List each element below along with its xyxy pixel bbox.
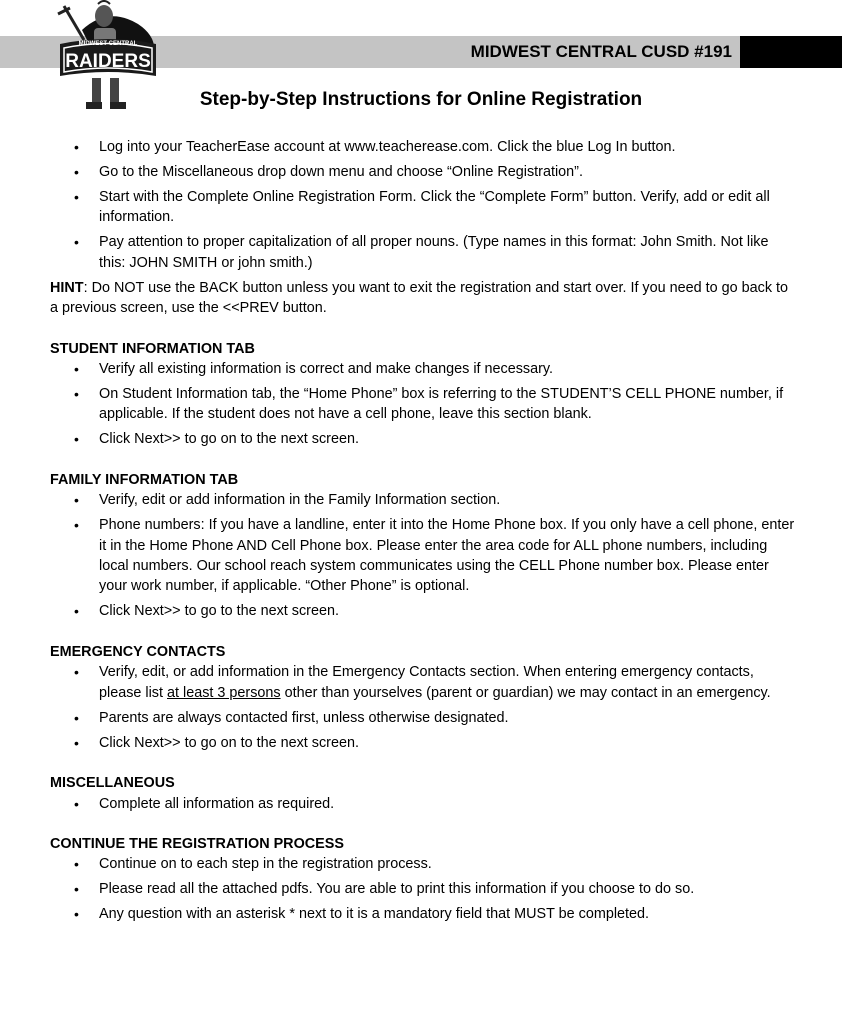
section-title-student: STUDENT INFORMATION TAB	[50, 340, 255, 357]
section-title-misc: MISCELLANEOUS	[50, 775, 175, 792]
hint-label: HINT	[50, 279, 84, 296]
list-item: • Please read all the attached pdfs. You are able to print this information if you choose to do so.	[50, 879, 795, 899]
section-title-emergency: EMERGENCY CONTACTS	[50, 643, 226, 660]
list-item: • Click Next>> to go on to the next screen.	[50, 733, 795, 753]
list-item: • Phone numbers: If you have a landline, enter it into the Home Phone box. If you only have a cell phone, enter it in the Home Phone AND Cell Phone box. Please enter the area code for ALL phone numbers, including local numbers. Our school reach system communicates using the CELL Phone number box. Please enter your work number, if applicable. “Other Phone” is optional.	[50, 515, 795, 597]
list-item: • On Student Information tab, the “Home Phone” box is referring to the STUDENT’S CELL PHONE number, if applicable. If the student does not have a cell phone, leave this section blank.	[50, 384, 795, 425]
list-item: • Click Next>> to go on to the next screen.	[50, 429, 795, 449]
list-item: • Complete all information as required.	[50, 794, 795, 814]
misc-list	[50, 794, 795, 814]
svg-text:MIDWEST CENTRAL: MIDWEST CENTRAL	[78, 41, 138, 47]
hint-paragraph	[50, 278, 795, 319]
list-item: • Verify, edit or add information in the Family Information section.	[50, 490, 795, 510]
student-list	[50, 359, 795, 450]
section-title-family: FAMILY INFORMATION TAB	[50, 471, 239, 488]
list-item: • Continue on to each step in the registration process.	[50, 854, 795, 874]
intro-list	[50, 137, 795, 273]
list-item: • Any question with an asterisk * next to it is a mandatory field that MUST be completed.	[50, 904, 795, 924]
svg-text:RAIDERS: RAIDERS	[65, 51, 151, 72]
family-list	[50, 490, 795, 622]
list-item: • Go to the Miscellaneous drop down menu and choose “Online Registration”.	[50, 162, 795, 182]
header-black-block	[740, 36, 842, 68]
section-title-continue: CONTINUE THE REGISTRATION PROCESS	[50, 835, 344, 852]
emergency-list	[50, 662, 795, 753]
list-item: • Verify, edit, or add information in the Emergency Contacts section. When entering emergency contacts, please list at least 3 persons other than yourselves (parent or guardian) we may contact in an emergency.	[50, 662, 795, 703]
page-title: Step-by-Step Instructions for Online Registration	[199, 89, 643, 110]
document-body	[50, 137, 795, 929]
list-item: • Start with the Complete Online Registration Form. Click the “Complete Form” button. Verify, add or edit all information.	[50, 187, 795, 228]
list-item: • Click Next>> to go to the next screen.	[50, 601, 795, 621]
list-item: • Pay attention to proper capitalization of all proper nouns. (Type names in this format: John Smith. Not like this: JOHN SMITH or john smith.)	[50, 232, 795, 273]
district-name: MIDWEST CENTRAL CUSD #191	[470, 42, 732, 61]
underlined-text: at least 3 persons	[167, 684, 281, 701]
continue-list	[50, 854, 795, 924]
hint-text: : Do NOT use the BACK button unless you want to exit the registration and start over. If you need to go back to a previous screen, use the <<PREV button.	[50, 279, 789, 317]
list-item: • Log into your TeacherEase account at www.teacherease.com. Click the blue Log In button.	[50, 137, 795, 157]
list-item: • Parents are always contacted first, unless otherwise designated.	[50, 708, 795, 728]
list-item: • Verify all existing information is correct and make changes if necessary.	[50, 359, 795, 379]
